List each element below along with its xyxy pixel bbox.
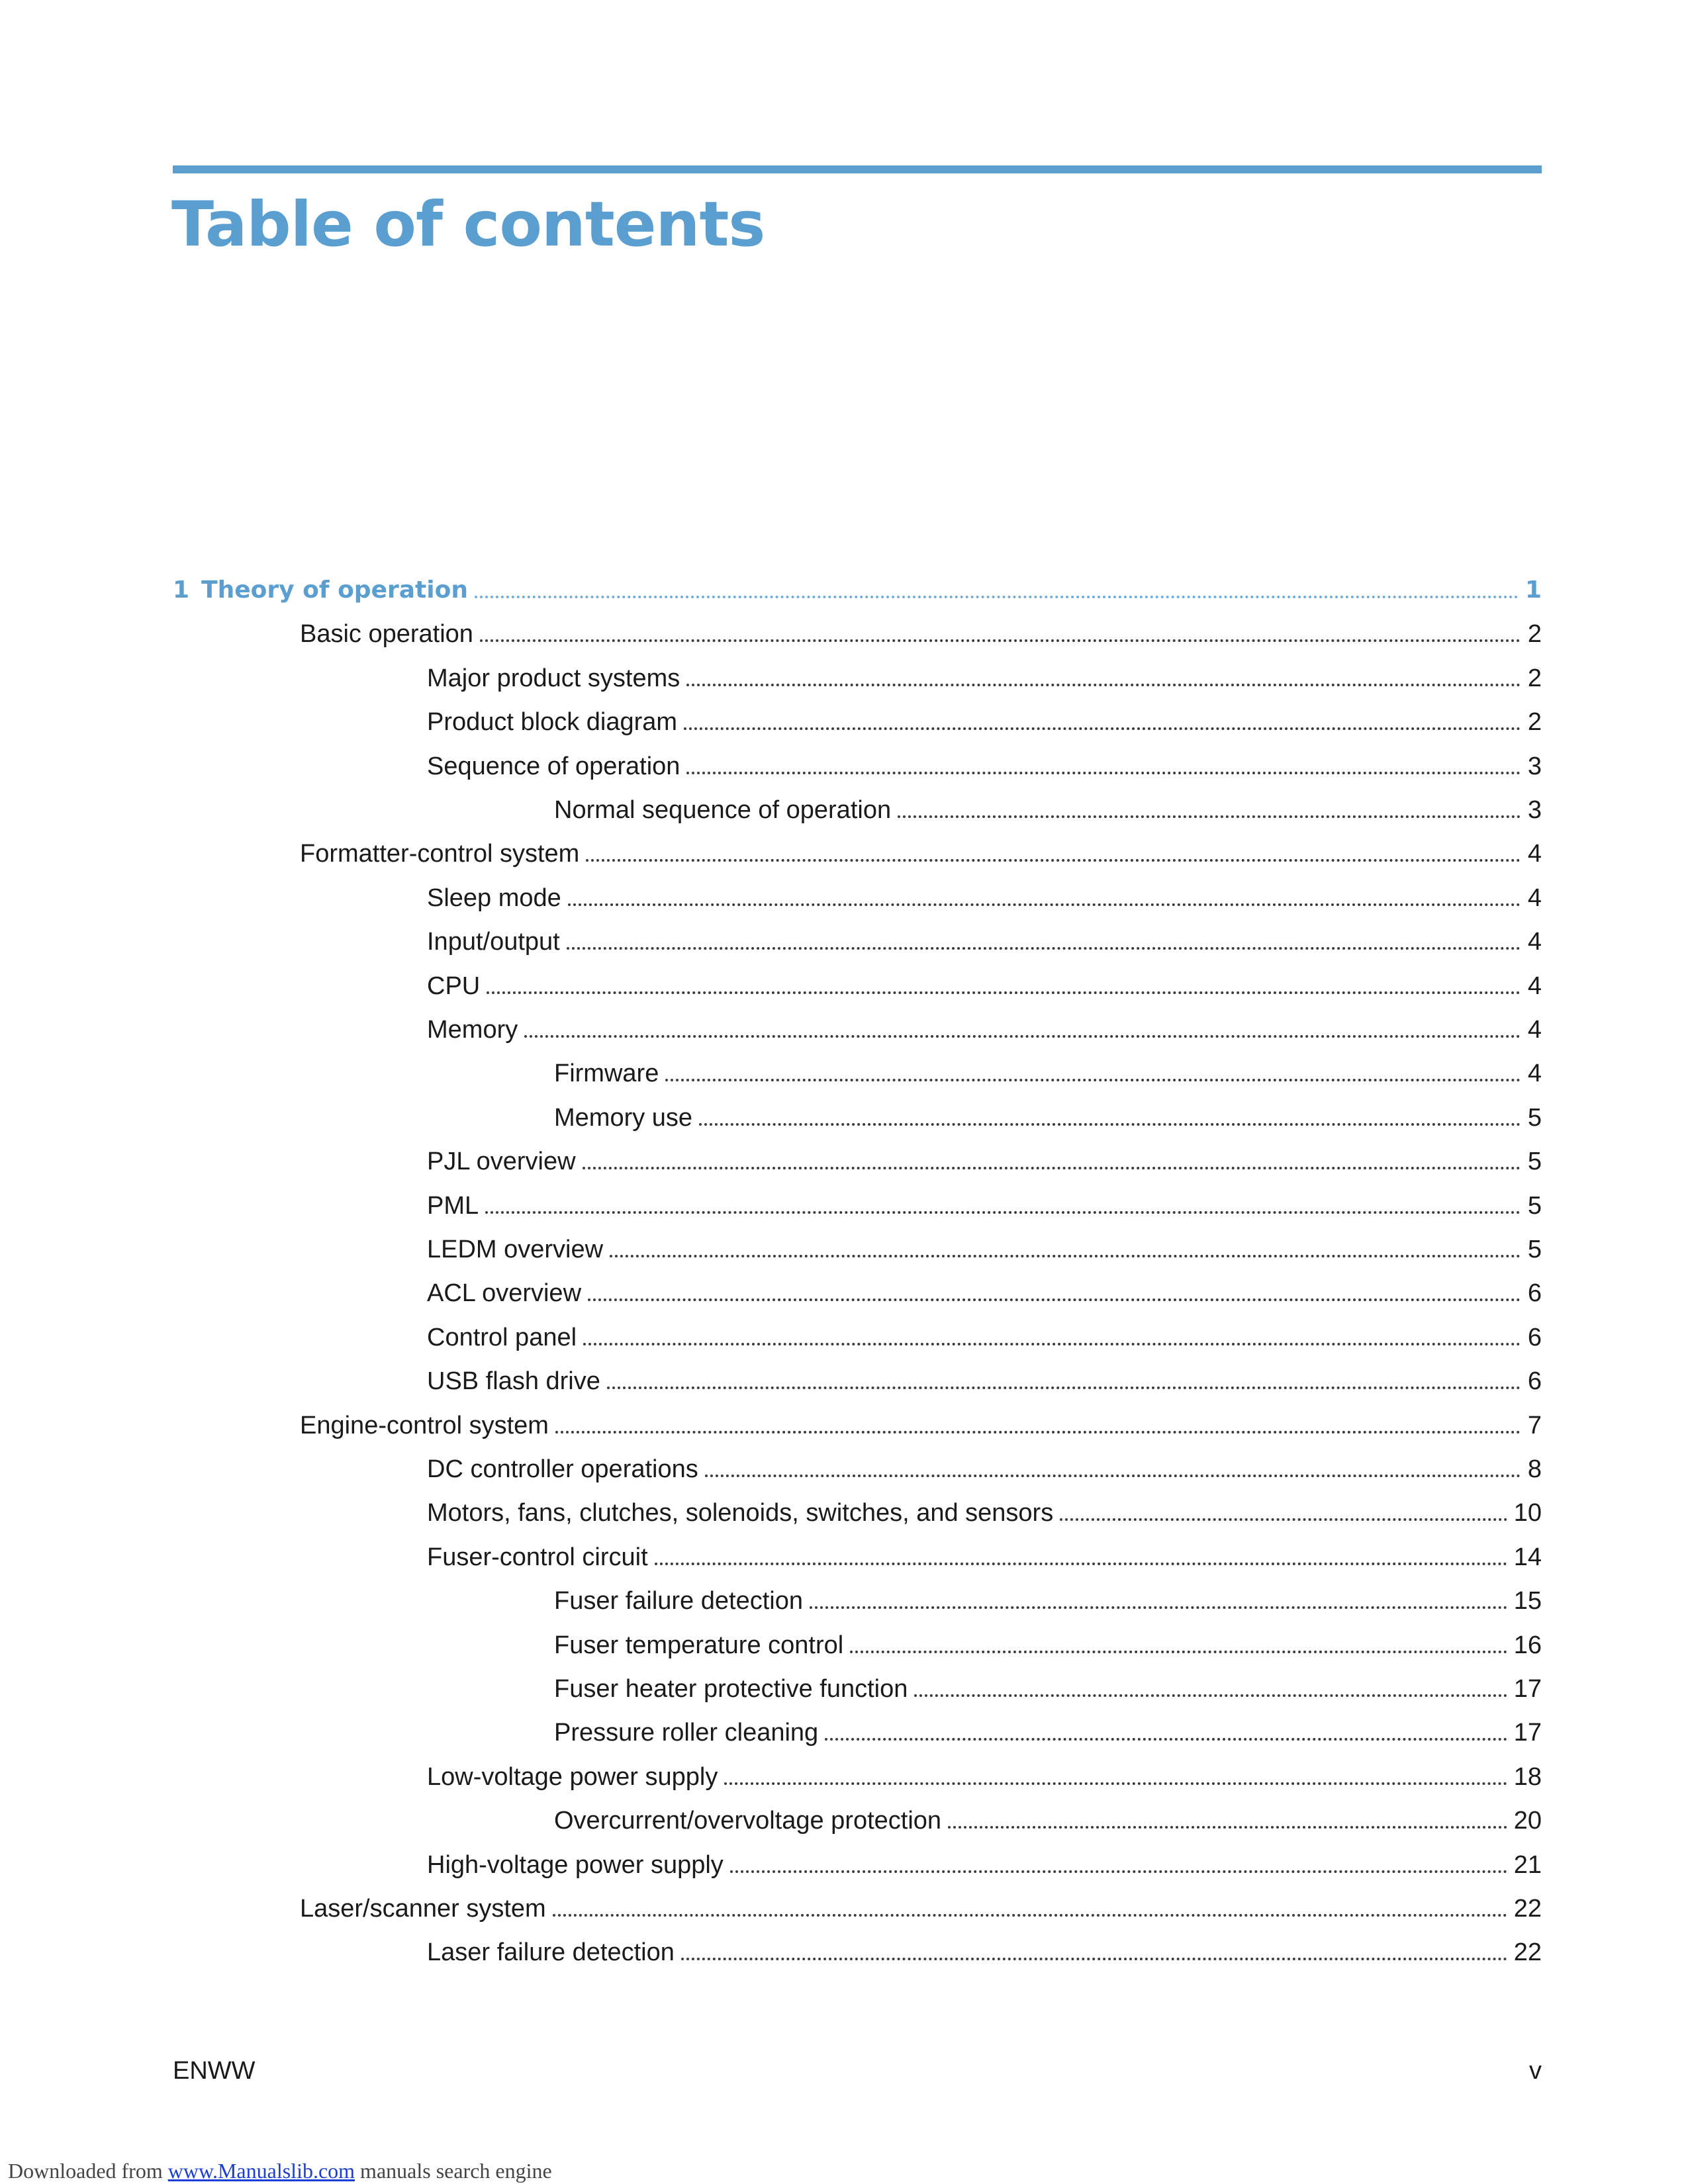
- toc-page-number: 22: [1513, 1895, 1542, 1923]
- toc-chapter-number: 1: [173, 576, 190, 604]
- toc-entry[interactable]: [173, 913, 1542, 958]
- toc-entry[interactable]: [173, 782, 1542, 826]
- download-suffix: manuals search engine: [360, 2159, 552, 2183]
- toc-page-number: 4: [1527, 928, 1542, 956]
- toc-entry-title: Overcurrent/overvoltage protection: [554, 1807, 942, 1835]
- dot-leader: [485, 1211, 1521, 1214]
- dot-leader: [850, 1651, 1507, 1653]
- dot-leader: [553, 1914, 1507, 1917]
- toc-entry[interactable]: [173, 870, 1542, 914]
- toc-entry[interactable]: [173, 1309, 1542, 1353]
- toc-entry[interactable]: [173, 738, 1542, 782]
- toc-entry-title: LEDM overview: [427, 1236, 604, 1263]
- toc-page-number: 4: [1527, 972, 1542, 1000]
- toc-entry-title: Firmware: [554, 1060, 659, 1088]
- dot-leader: [699, 1123, 1521, 1126]
- manualslib-link[interactable]: www.Manualslib.com: [167, 2159, 355, 2183]
- toc-entry[interactable]: [173, 1441, 1542, 1485]
- dot-leader: [610, 1255, 1521, 1257]
- dot-leader: [555, 1431, 1521, 1433]
- dot-leader: [705, 1475, 1521, 1477]
- footer-page-number: v: [1529, 2057, 1542, 2085]
- toc-entry-title: Fuser temperature control: [554, 1631, 844, 1659]
- toc-entry-title: Low-voltage power supply: [427, 1762, 718, 1791]
- toc-entry-title: Fuser failure detection: [554, 1587, 803, 1615]
- toc-entry-title: ACL overview: [427, 1279, 582, 1308]
- toc-entry-title: Laser/scanner system: [300, 1895, 546, 1923]
- toc-page-number: 3: [1527, 752, 1542, 780]
- toc-page-number: 4: [1527, 1016, 1542, 1044]
- toc-page-number: 5: [1527, 1191, 1542, 1220]
- toc-page-number: 21: [1513, 1850, 1542, 1879]
- toc-entry-title: DC controller operations: [427, 1455, 698, 1483]
- toc-entry[interactable]: [173, 1617, 1542, 1661]
- toc-page-number: 22: [1513, 1938, 1542, 1967]
- toc-entry-title: Memory: [427, 1016, 518, 1044]
- dot-leader: [948, 1826, 1507, 1829]
- toc-entry-title: USB flash drive: [427, 1367, 600, 1396]
- toc-entry-title: Sleep mode: [427, 884, 561, 912]
- dot-leader: [480, 639, 1521, 642]
- dot-leader: [681, 1958, 1507, 1960]
- toc-page-number: 2: [1527, 664, 1542, 692]
- toc-page-number: 5: [1527, 1236, 1542, 1263]
- toc-entry-title: Control panel: [427, 1323, 577, 1351]
- dot-leader: [914, 1694, 1507, 1697]
- toc-entry[interactable]: [173, 1045, 1542, 1089]
- toc-entry[interactable]: [173, 650, 1542, 694]
- toc-page-number: 14: [1513, 1543, 1542, 1571]
- dot-leader: [686, 772, 1521, 774]
- dot-leader: [810, 1606, 1507, 1609]
- dot-leader: [655, 1563, 1507, 1565]
- toc-entry[interactable]: [173, 1265, 1542, 1309]
- toc-page-number: 2: [1527, 620, 1542, 649]
- dot-leader: [684, 727, 1521, 730]
- toc-entry[interactable]: [173, 1704, 1542, 1749]
- toc-page-number: 18: [1513, 1762, 1542, 1791]
- toc-entry-title: Memory use: [554, 1103, 693, 1132]
- toc-page-number: 4: [1527, 840, 1542, 868]
- toc-entry-title: Fuser-control circuit: [427, 1543, 648, 1571]
- dot-leader: [487, 991, 1521, 994]
- toc-entry[interactable]: [173, 1397, 1542, 1441]
- toc-entry[interactable]: [173, 1001, 1542, 1046]
- title-rule: [173, 165, 1542, 173]
- toc-entry-title: Basic operation: [300, 620, 473, 649]
- toc-entry[interactable]: [173, 825, 1542, 870]
- dot-leader: [665, 1079, 1521, 1081]
- toc-page-number: 6: [1527, 1367, 1542, 1396]
- dot-leader: [567, 947, 1521, 950]
- toc-entry-title: High-voltage power supply: [427, 1850, 724, 1879]
- toc-entry-title: Major product systems: [427, 664, 680, 692]
- toc-entry-title: Sequence of operation: [427, 752, 680, 780]
- dot-leader: [588, 1298, 1521, 1301]
- toc-entry[interactable]: [173, 1572, 1542, 1617]
- toc-page-number: 7: [1527, 1411, 1542, 1439]
- toc-entry[interactable]: [173, 1924, 1542, 1968]
- toc-page-number: 1: [1524, 576, 1542, 604]
- dot-leader: [825, 1738, 1507, 1741]
- toc-entry[interactable]: [173, 1837, 1542, 1881]
- toc-page-number: 6: [1527, 1279, 1542, 1308]
- dot-leader: [586, 859, 1521, 862]
- toc-page-number: 5: [1527, 1148, 1542, 1176]
- footer-left: ENWW: [173, 2057, 256, 2085]
- toc-page-number: 5: [1527, 1103, 1542, 1132]
- toc-page-number: 20: [1513, 1807, 1542, 1835]
- toc-page-number: 10: [1513, 1499, 1542, 1527]
- download-prefix: Downloaded from: [8, 2159, 163, 2183]
- dot-leader: [898, 815, 1521, 818]
- download-note: [8, 2159, 552, 2183]
- toc-page-number: 17: [1513, 1675, 1542, 1703]
- dot-leader: [583, 1167, 1521, 1169]
- toc-entry-title: Input/output: [427, 928, 560, 956]
- dot-leader: [686, 684, 1521, 686]
- toc-entry[interactable]: [173, 1177, 1542, 1222]
- toc-entry-title: Laser failure detection: [427, 1938, 675, 1967]
- dot-leader: [607, 1387, 1521, 1389]
- toc-page-number: 17: [1513, 1719, 1542, 1747]
- toc-entry[interactable]: [173, 1353, 1542, 1397]
- toc-entry[interactable]: [173, 1880, 1542, 1925]
- toc-entry-title: Pressure roller cleaning: [554, 1719, 819, 1747]
- toc-entry-title: PML: [427, 1191, 479, 1220]
- toc-page-number: 8: [1527, 1455, 1542, 1483]
- dot-leader: [583, 1343, 1521, 1345]
- toc-entry[interactable]: [173, 606, 1542, 650]
- toc-entry-title: Product block diagram: [427, 708, 678, 737]
- toc-chapter-entry[interactable]: [173, 562, 1542, 606]
- toc-page-number: 4: [1527, 1060, 1542, 1088]
- toc-entry[interactable]: [173, 1133, 1542, 1177]
- toc-entry-title: CPU: [427, 972, 481, 1000]
- toc-entry[interactable]: [173, 1792, 1542, 1837]
- dot-leader: [524, 1035, 1521, 1038]
- toc-page-number: 15: [1513, 1587, 1542, 1615]
- toc-entry-title: Theory of operation: [201, 576, 468, 604]
- toc-page-number: 6: [1527, 1323, 1542, 1351]
- toc-entry-title: Motors, fans, clutches, solenoids, switches, and sensors: [427, 1499, 1054, 1527]
- toc-entry[interactable]: [173, 1221, 1542, 1265]
- dot-leader: [1060, 1518, 1507, 1521]
- toc-entry[interactable]: [173, 1089, 1542, 1134]
- dot-leader: [724, 1782, 1507, 1785]
- toc-page-number: 3: [1527, 796, 1542, 824]
- toc-entry[interactable]: [173, 1661, 1542, 1705]
- toc-entry[interactable]: [173, 1529, 1542, 1573]
- toc-entry-title: Normal sequence of operation: [554, 796, 892, 824]
- dot-leader: [568, 903, 1521, 906]
- toc-page-number: 16: [1513, 1631, 1542, 1659]
- page-title: Table of contents: [171, 189, 765, 261]
- toc-entry-title: Fuser heater protective function: [554, 1675, 908, 1703]
- toc-entry-title: PJL overview: [427, 1148, 576, 1176]
- dot-leader: [475, 596, 1519, 598]
- toc-page-number: 4: [1527, 884, 1542, 912]
- dot-leader: [730, 1870, 1507, 1873]
- toc-entry[interactable]: [173, 1749, 1542, 1793]
- toc-entry[interactable]: [173, 958, 1542, 1002]
- toc-entry[interactable]: [173, 1484, 1542, 1529]
- toc-entry-title: Engine-control system: [300, 1411, 549, 1439]
- toc-page-number: 2: [1527, 708, 1542, 737]
- toc-entry[interactable]: [173, 694, 1542, 738]
- toc-entry-title: Formatter-control system: [300, 840, 580, 868]
